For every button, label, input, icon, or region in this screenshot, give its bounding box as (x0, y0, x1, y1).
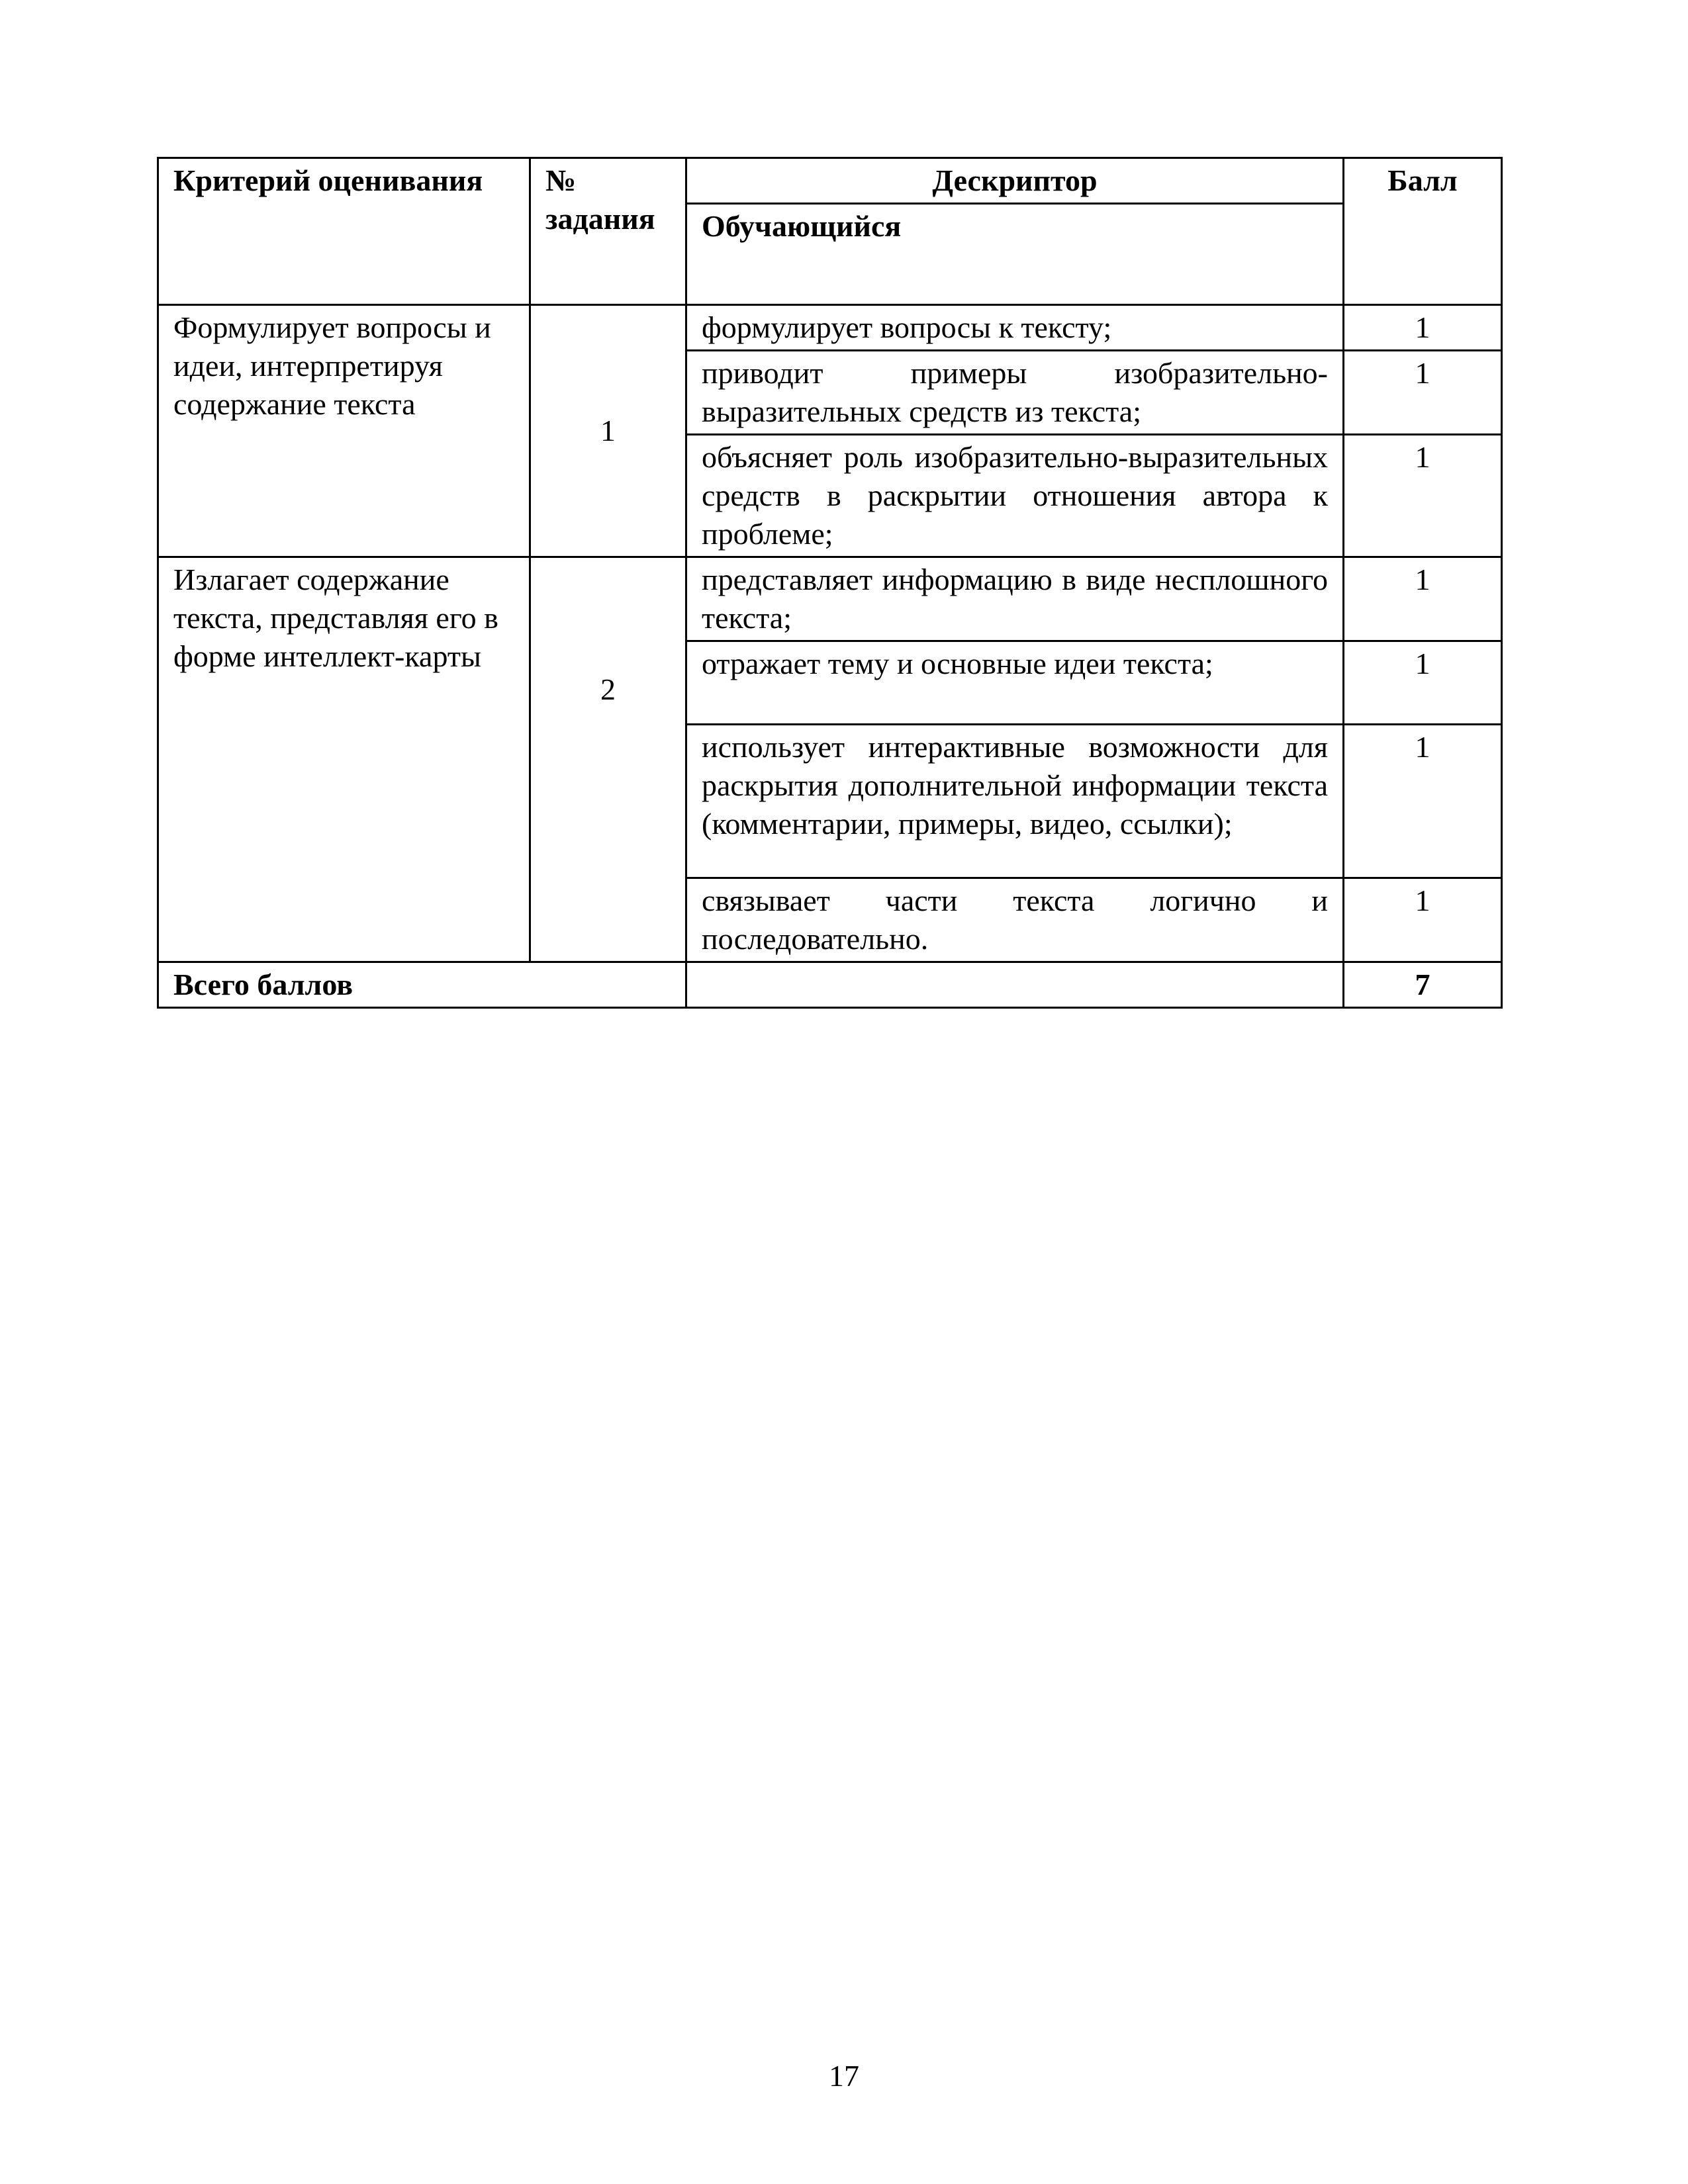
score-cell: 1 (1344, 878, 1502, 962)
total-empty-cell (686, 962, 1344, 1008)
score-cell: 1 (1344, 305, 1502, 351)
descriptor-cell: формулирует вопросы к тексту; (686, 305, 1344, 351)
descriptor-cell: представляет информацию в виде несплошного текста; (686, 557, 1344, 641)
descriptor-cell: приводит примеры изобразительно-выразительных средств из текста; (686, 351, 1344, 435)
score-cell: 1 (1344, 435, 1502, 557)
task-number-cell: 2 (530, 557, 686, 962)
header-row (158, 158, 1502, 204)
descriptor-cell: отражает тему и основные идеи текста; (686, 641, 1344, 725)
page-number: 17 (829, 2059, 859, 2093)
descriptor-cell: использует интерактивные возможности для раскрытия дополнительной информации текста (комментарии, примеры, видео, ссылки); (686, 725, 1344, 878)
header-criterion: Критерий оценивания (158, 158, 530, 305)
criterion-cell: Излагает содержание текста, представляя его в форме интеллект-карты (158, 557, 530, 962)
assessment-rubric-table (157, 157, 1503, 1009)
score-cell: 1 (1344, 725, 1502, 878)
task-number-cell: 1 (530, 305, 686, 557)
total-row (158, 962, 1502, 1008)
table-row (158, 557, 1502, 641)
score-cell: 1 (1344, 557, 1502, 641)
criterion-cell: Формулирует вопросы и идеи, интерпретируя содержание текста (158, 305, 530, 557)
total-score: 7 (1344, 962, 1502, 1008)
header-subject: Обучающийся (686, 204, 1344, 305)
descriptor-cell: объясняет роль изобразительно-выразительных средств в раскрытии отношения автора к проблеме; (686, 435, 1344, 557)
score-cell: 1 (1344, 351, 1502, 435)
header-task-number: № задания (530, 158, 686, 305)
total-label: Всего баллов (158, 962, 686, 1008)
header-descriptor: Дескриптор (686, 158, 1344, 204)
score-cell: 1 (1344, 641, 1502, 725)
descriptor-cell: связывает части текста логично и последовательно. (686, 878, 1344, 962)
table-row (158, 305, 1502, 351)
header-score: Балл (1344, 158, 1502, 305)
